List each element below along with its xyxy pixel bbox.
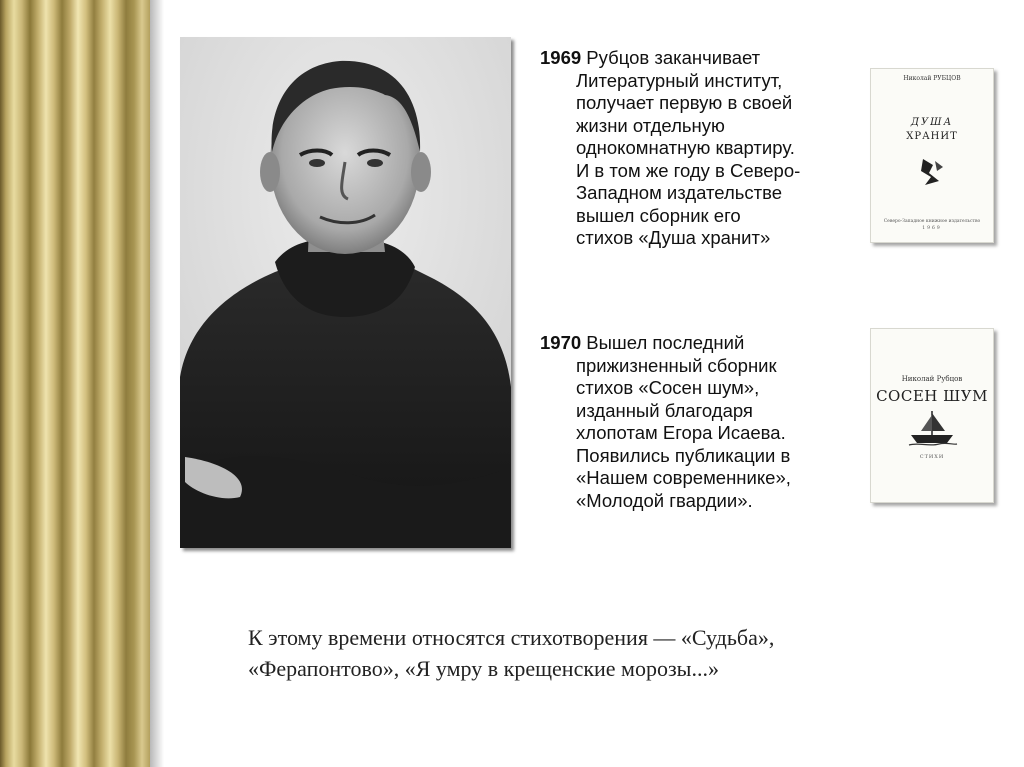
year-label: 1969 bbox=[540, 47, 582, 68]
text-fragment: Рубцов заканчивает bbox=[581, 47, 761, 68]
gold-curtain-border bbox=[0, 0, 150, 767]
text-line: «Молодой гвардии». bbox=[576, 489, 753, 511]
book-title-line: ДУША bbox=[910, 117, 954, 128]
text-line: вышел сборник его bbox=[576, 204, 741, 226]
text-line: Западном издательстве bbox=[576, 182, 783, 203]
text-block-1969 bbox=[540, 47, 800, 250]
book-cover-sosen-shum bbox=[870, 328, 994, 503]
text-line bbox=[540, 332, 791, 355]
text-block-1970 bbox=[540, 332, 791, 512]
book-author: Николай Рубцов bbox=[901, 375, 963, 383]
text-line: «Нашем современнике», bbox=[576, 467, 791, 488]
book-title-line: ХРАНИТ bbox=[906, 131, 958, 142]
book-subtitle: СТИХИ bbox=[919, 454, 945, 460]
text-line: Литературный институт, bbox=[576, 69, 783, 91]
book-year: 1969 bbox=[922, 226, 942, 231]
footer-caption bbox=[248, 622, 908, 684]
text-line: стихов «Сосен шум», bbox=[576, 377, 760, 398]
text-line: изданный благодаря bbox=[576, 399, 753, 421]
text-line: прижизненный сборник bbox=[576, 354, 777, 376]
text-line bbox=[540, 47, 800, 70]
book-cover-dusha-hranit bbox=[870, 68, 994, 243]
book-author: Николай РУБЦОВ bbox=[903, 75, 961, 82]
text-fragment: Вышел последний bbox=[581, 332, 745, 353]
book-title: СОСЕН ШУМ bbox=[876, 387, 988, 405]
book-illustration-icon bbox=[915, 155, 949, 189]
text-line: И в том же году в Северо- bbox=[576, 159, 801, 181]
year-label: 1970 bbox=[540, 332, 582, 353]
portrait-photo bbox=[180, 37, 511, 548]
text-line: хлопотам Егора Исаева. bbox=[576, 422, 786, 443]
ship-illustration-icon bbox=[905, 407, 959, 449]
book-publisher: Северо-Западное книжное издательство bbox=[883, 219, 981, 224]
curtain-shadow bbox=[150, 0, 164, 767]
text-line: жизни отдельную bbox=[576, 114, 725, 136]
text-line: Появились публикации в bbox=[576, 444, 791, 466]
text-line: получает первую в своей bbox=[576, 92, 793, 113]
text-line: стихов «Душа хранит» bbox=[576, 227, 771, 248]
text-line: однокомнатную квартиру. bbox=[576, 137, 795, 158]
footer-line: «Ферапонтово», «Я умру в крещенские морозы...» bbox=[248, 656, 719, 681]
footer-line: К этому времени относятся стихотворения — «Судьба», bbox=[248, 625, 775, 650]
